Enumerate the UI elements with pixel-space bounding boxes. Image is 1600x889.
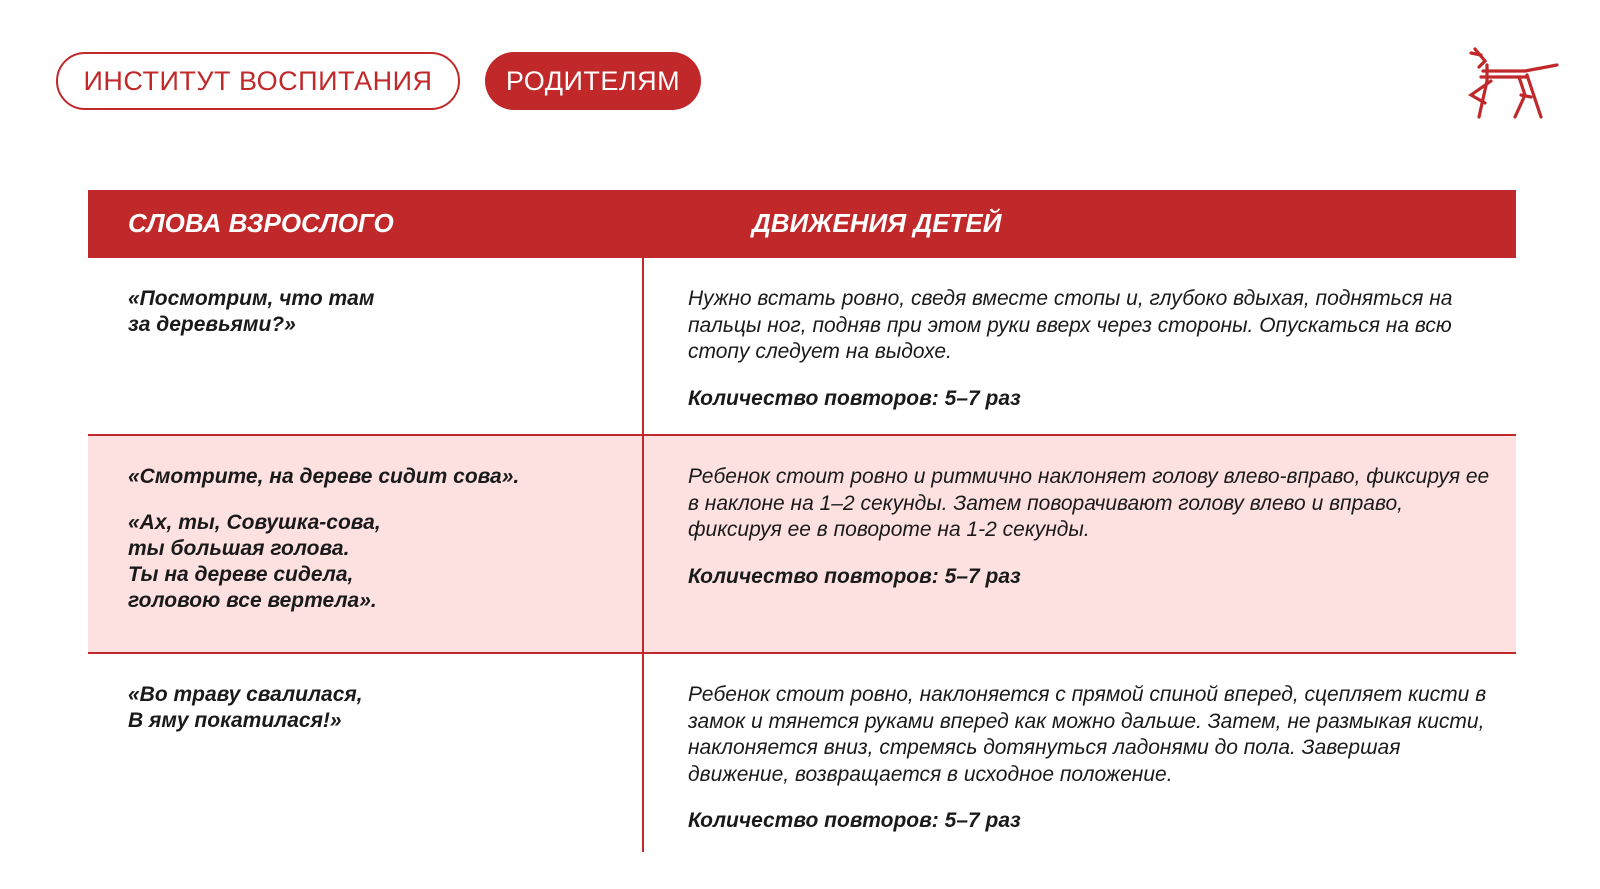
adult-words-cell xyxy=(128,286,618,358)
column-divider xyxy=(642,258,644,434)
column-header-child-movements: ДВИЖЕНИЯ ДЕТЕЙ xyxy=(752,208,1002,238)
adult-words-text: «Смотрите, на дереве сидит сова». xyxy=(128,465,520,488)
column-divider xyxy=(642,654,644,852)
parents-badge-label: РОДИТЕЛЯМ xyxy=(505,65,681,96)
repetitions-count: Количество повторов: 5–7 раз xyxy=(688,564,1021,588)
institute-badge-label: ИНСТИТУТ ВОСПИТАНИЯ xyxy=(83,65,433,96)
table-row xyxy=(88,436,1516,654)
table-row xyxy=(88,654,1516,852)
table-row xyxy=(88,258,1516,436)
adult-words-text: «Посмотрим, что там за деревьями?» xyxy=(128,287,375,336)
horse-logo-icon xyxy=(1465,45,1561,125)
movement-description: Ребенок стоит ровно, наклоняется с прямой спиной вперед, сцепляет кисти в замок и тянется руками вперед как можно дальше. Затем, не размыкая кисти, наклоняется вниз, стремясь дотянуться ладонями до пола. Завершая движение, возвращается в исходное положение. xyxy=(688,683,1487,786)
column-divider xyxy=(642,436,644,652)
adult-words-cell xyxy=(128,682,618,754)
movement-cell xyxy=(688,682,1498,834)
repetitions-count: Количество повторов: 5–7 раз xyxy=(688,386,1021,410)
movement-description: Нужно встать ровно, сведя вместе стопы и, глубоко вдыхая, подняться на пальцы ног, подняв при этом руки вверх через стороны. Опускаться на всю стопу следует на выдохе. xyxy=(688,287,1453,363)
table-header xyxy=(88,190,1516,258)
institute-badge[interactable] xyxy=(56,52,460,110)
repetitions-count: Количество повторов: 5–7 раз xyxy=(688,809,1021,832)
adult-words-text: «Ах, ты, Совушка-сова, ты большая голова. Ты на дереве сидела, головою все вертела». xyxy=(128,511,381,612)
parents-badge[interactable] xyxy=(485,52,701,110)
exercise-table xyxy=(88,190,1516,852)
movement-cell xyxy=(688,464,1498,590)
adult-words-text: «Во траву свалилася, В яму покатилася!» xyxy=(128,683,363,732)
column-header-adult-words: СЛОВА ВЗРОСЛОГО xyxy=(128,208,394,238)
movement-cell xyxy=(688,286,1498,412)
movement-description: Ребенок стоит ровно и ритмично наклоняет голову влево-вправо, фиксируя ее в наклоне на 1–2 секунды. Затем поворачивают голову влево и вправо, фиксируя ее в повороте на 1-2 секунды. xyxy=(688,465,1490,541)
adult-words-cell xyxy=(128,464,618,634)
